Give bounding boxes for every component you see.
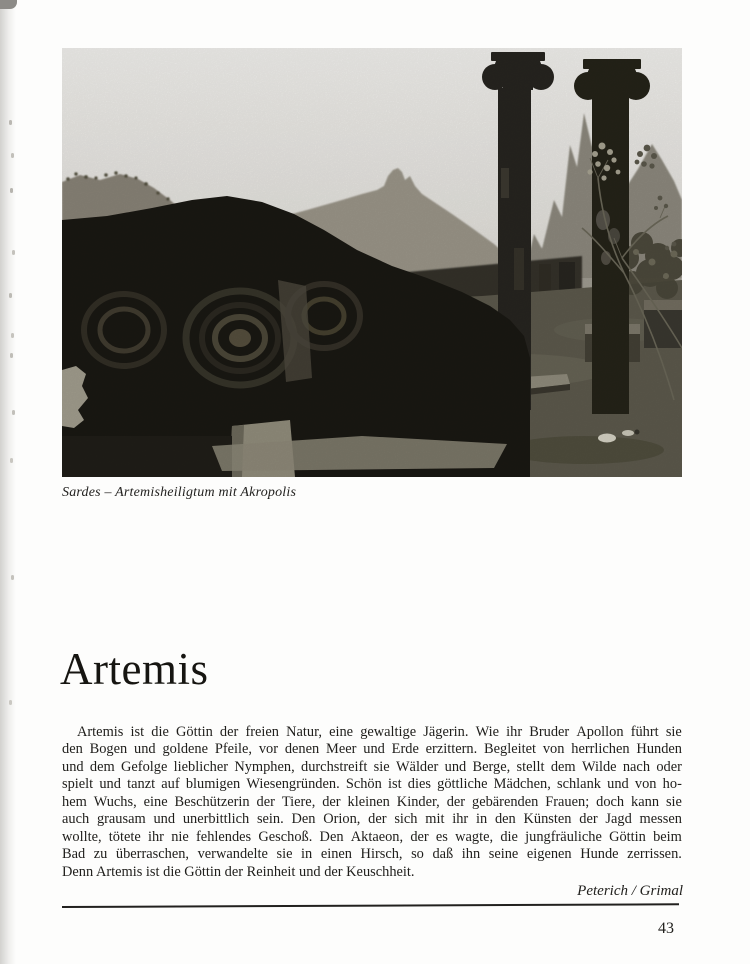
divider-rule	[62, 903, 679, 908]
source-attribution: Peterich / Grimal	[577, 883, 683, 899]
body-line: hem Wuchs, eine Beschützerin der Tiere, der kleinen Kinder, der gebärenden Frauen; doch kann sie	[62, 793, 682, 810]
scan-specks	[9, 120, 12, 125]
temple-photo-image	[62, 48, 682, 477]
body-line: und dem Gefolge lieblicher Nymphen, durchstreift sie Wälder und Berge, stellt dem Wilde nach oder	[62, 758, 682, 775]
binding-shadow	[0, 0, 16, 964]
body-line: auch grausam und unerbittlich sein. Den Orion, der sich mit ihr in den Künsten der Jagd messen	[62, 811, 682, 828]
photo-grain	[62, 48, 682, 477]
page-title: Artemis	[60, 644, 209, 694]
body-line: wollte, tötete ihr nie fehlendes Geschoß. Den Aktaeon, der es wagte, die jungfräuliche Göttin beim	[62, 828, 682, 845]
body-paragraph	[62, 724, 682, 881]
temple-photo	[62, 48, 682, 477]
body-line: den Bogen und goldene Pfeile, vor denen Meer und Erde erzittern. Begleitet von herrlichen Hunden	[62, 741, 682, 758]
body-line: Artemis ist die Göttin der freien Natur, eine gewaltige Jägerin. Wie ihr Bruder Apollon führt sie	[77, 724, 682, 740]
body-line: Bad zu überraschen, verwandelte sie in einen Hirsch, so daß ihn seine eigenen Hunde zerrissen.	[62, 846, 682, 863]
body-line: Denn Artemis ist die Göttin der Reinheit und der Keuschheit.	[62, 863, 415, 880]
page-number: 43	[658, 920, 674, 937]
body-line: spielt und tanzt auf blumigen Wiesengründen. Schön ist dies göttliche Mädchen, schlank und von ho-	[62, 776, 682, 793]
photo-caption: Sardes – Artemisheiligtum mit Akropolis	[62, 485, 297, 500]
